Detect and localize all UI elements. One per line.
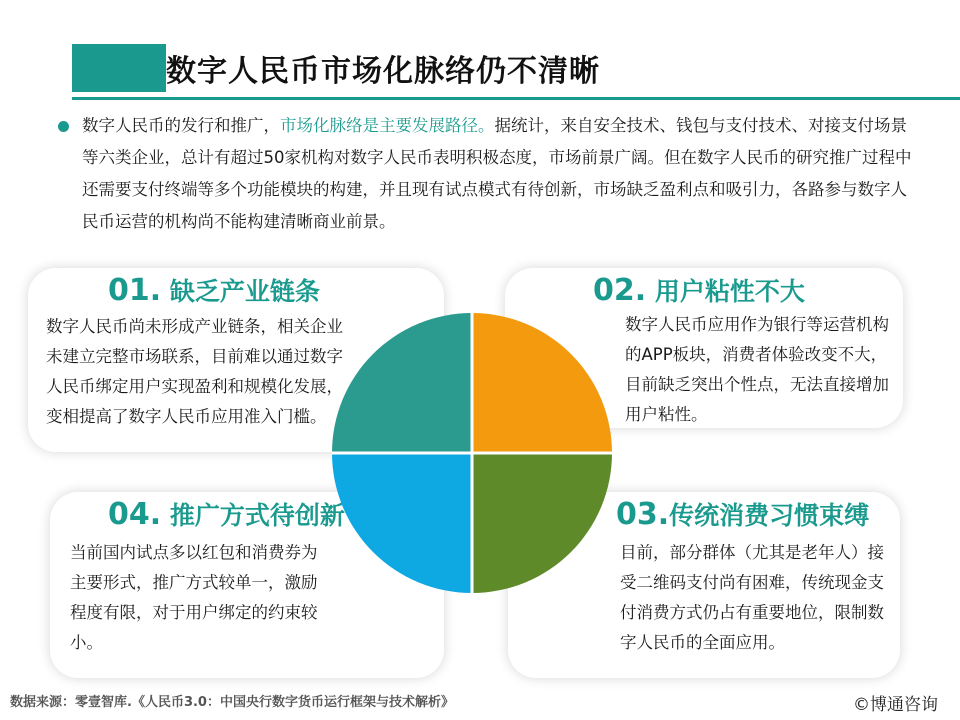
card-number: 03. <box>616 497 670 532</box>
title-divider <box>72 97 960 100</box>
card-body: 当前国内试点多以红包和消费券为主要形式，推广方式较单一，激励程度有限，对于用户绑定的约束较小。 <box>70 543 318 652</box>
card-heading: 缺乏产业链条 <box>169 277 320 306</box>
intro-text-2: 据统计，来自安全技术、钱包与支付技术、对接支付场景等六类企业，总计有超过50家机构对数字人民币表明积极态度，市场前景广阔。但在数字人民币的研究推广过程中还需要支付终端等多个功能模块的构建，并且现有试点模式有待创新，市场缺乏盈利点和吸引力，各路参与数字人民币运营的机构尚不能构建清晰商业前景。 <box>82 116 912 231</box>
card-number: 01. <box>108 273 162 308</box>
title-accent-slant <box>140 44 166 92</box>
intro-paragraph <box>82 110 912 238</box>
card-heading: 推广方式待创新 <box>169 501 345 530</box>
card-number: 02. <box>593 273 647 308</box>
pie-quadrant-bottom-right <box>472 453 612 593</box>
brand-mark: ©博通咨询 <box>853 695 938 715</box>
bullet-icon <box>58 121 69 132</box>
card-title <box>108 272 320 308</box>
pie-quadrant-top-left <box>332 313 472 453</box>
card-title <box>616 496 869 532</box>
quadrant-pie <box>332 313 612 593</box>
data-source: 数据来源：零壹智库.《人民币3.0：中国央行数字货币运行框架与技术解析》 <box>10 695 454 710</box>
card-number: 04. <box>108 497 162 532</box>
card-title <box>593 272 805 308</box>
card-body: 数字人民币应用作为银行等运营机构的APP板块，消费者体验改变不大，目前缺乏突出个性点，无法直接增加用户粘性。 <box>625 315 889 424</box>
card-heading: 传统消费习惯束缚 <box>669 501 870 530</box>
card-body: 数字人民币尚未形成产业链条，相关企业未建立完整市场联系，目前难以通过数字人民币绑定用户实现盈利和规模化发展，变相提高了数字人民币应用准入门槛。 <box>46 317 343 426</box>
card-title <box>108 496 345 532</box>
pie-quadrant-bottom-left <box>332 453 472 593</box>
card-heading: 用户粘性不大 <box>654 277 805 306</box>
page-title: 数字人民币市场化脉络仍不清晰 <box>166 54 600 89</box>
intro-highlight: 市场化脉络是主要发展路径。 <box>280 116 495 135</box>
intro-text-1: 数字人民币的发行和推广， <box>82 116 280 135</box>
pie-quadrant-top-right <box>472 313 612 453</box>
card-body: 目前，部分群体（尤其是老年人）接受二维码支付尚有困难，传统现金支付消费方式仍占有重要地位，限制数字人民币的全面应用。 <box>620 543 884 652</box>
